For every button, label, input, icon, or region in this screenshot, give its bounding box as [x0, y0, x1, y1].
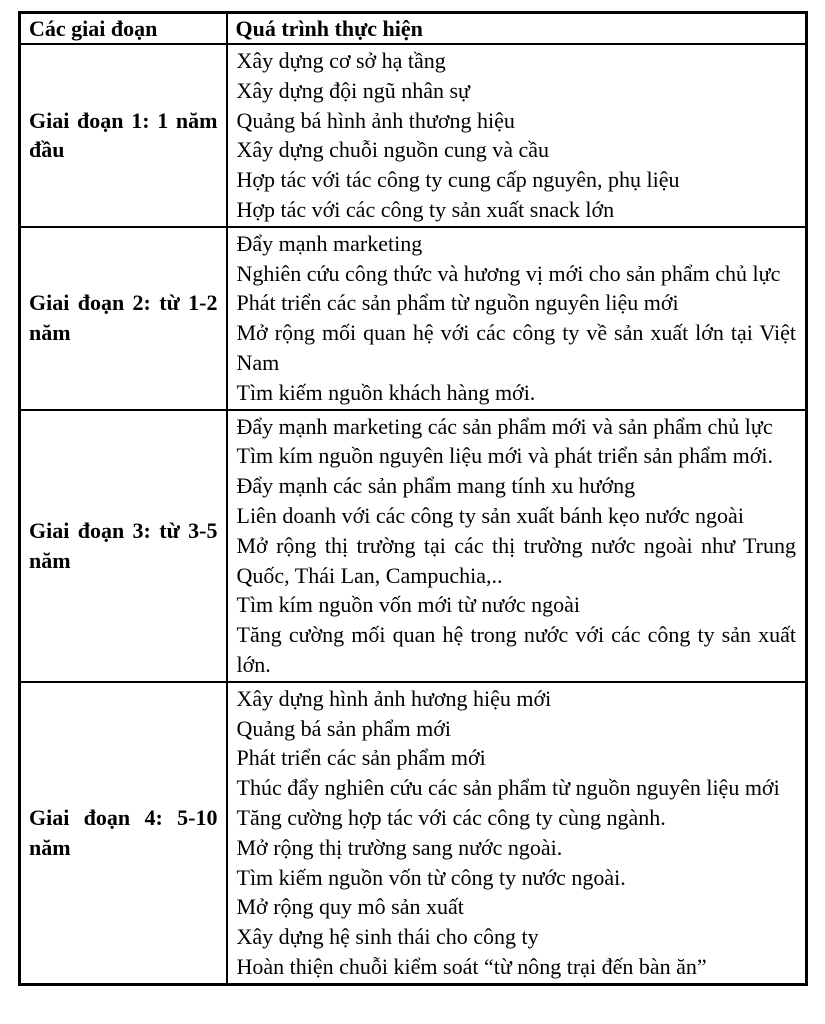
- process-item: Phát triển các sản phẩm từ nguồn nguyên liệu mới: [236, 290, 679, 316]
- process-item: Liên doanh với các công ty sản xuất bánh kẹo nước ngoài: [236, 502, 744, 528]
- process-item: Xây dựng đội ngũ nhân sự: [236, 77, 470, 103]
- column-header-phases: Các giai đoạn: [20, 13, 227, 45]
- table-body: [20, 44, 807, 984]
- process-item: Mở rộng thị trường tại các thị trường nước ngoài như Trung Quốc, Thái Lan, Campuchia,..: [236, 532, 796, 588]
- phase-label: Giai đoạn 2: từ 1-2 năm: [20, 227, 227, 410]
- process-item: Xây dựng hệ sinh thái cho công ty: [236, 924, 539, 950]
- process-list: [227, 227, 807, 410]
- process-item: Đẩy mạnh các sản phẩm mang tính xu hướng: [236, 473, 636, 499]
- process-item: Phát triển các sản phẩm mới: [236, 745, 486, 771]
- process-item: Thúc đẩy nghiên cứu các sản phẩm từ nguồn nguyên liệu mới: [236, 775, 780, 801]
- process-item: Xây dựng chuỗi nguồn cung và cầu: [236, 137, 550, 163]
- process-item: Xây dựng hình ảnh hương hiệu mới: [236, 685, 552, 711]
- process-item: Tìm kiếm nguồn khách hàng mới.: [236, 379, 536, 405]
- process-item: Mở rộng thị trường sang nước ngoài.: [236, 834, 563, 860]
- process-list: [227, 682, 807, 984]
- process-item: Đẩy mạnh marketing: [236, 230, 423, 256]
- process-list: [227, 44, 807, 227]
- phases-table: [18, 11, 808, 986]
- table-row: [20, 227, 807, 410]
- phase-label: Giai đoạn 4: 5-10 năm: [20, 682, 227, 984]
- table-row: [20, 410, 807, 682]
- process-item: Quảng bá hình ảnh thương hiệu: [236, 107, 515, 133]
- process-item: Nghiên cứu công thức và hương vị mới cho sản phẩm chủ lực: [236, 260, 781, 286]
- header-row: [20, 13, 807, 45]
- process-item: Tăng cường mối quan hệ trong nước với các công ty sản xuất lớn.: [236, 622, 796, 677]
- process-item: Hợp tác với các công ty sản xuất snack lớn: [236, 196, 615, 222]
- phase-label: Giai đoạn 3: từ 3-5 năm: [20, 410, 227, 682]
- process-item: Xây dựng cơ sở hạ tầng: [236, 48, 446, 73]
- process-item: Tìm kím nguồn vốn mới từ nước ngoài: [236, 592, 580, 618]
- process-item: Hoàn thiện chuỗi kiểm soát “từ nông trại đến bàn ăn”: [236, 953, 707, 979]
- process-list: [227, 410, 807, 682]
- process-item: Quảng bá sản phẩm mới: [236, 715, 451, 741]
- table-row: [20, 682, 807, 984]
- column-header-process: Quá trình thực hiện: [227, 13, 807, 45]
- process-item: Tăng cường hợp tác với các công ty cùng ngành.: [236, 804, 666, 830]
- phase-label: Giai đoạn 1: 1 năm đầu: [20, 44, 227, 227]
- process-item: Đẩy mạnh marketing các sản phẩm mới và sản phẩm chủ lực: [236, 413, 773, 439]
- process-item: Hợp tác với tác công ty cung cấp nguyên, phụ liệu: [236, 167, 680, 193]
- table-row: [20, 44, 807, 227]
- process-item: Tìm kím nguồn nguyên liệu mới và phát triển sản phẩm mới.: [236, 443, 774, 469]
- process-item: Mở rộng quy mô sản xuất: [236, 894, 464, 920]
- process-item: Tìm kiếm nguồn vốn từ công ty nước ngoài.: [236, 864, 626, 890]
- process-item: Mở rộng mối quan hệ với các công ty về sản xuất lớn tại Việt Nam: [236, 320, 796, 375]
